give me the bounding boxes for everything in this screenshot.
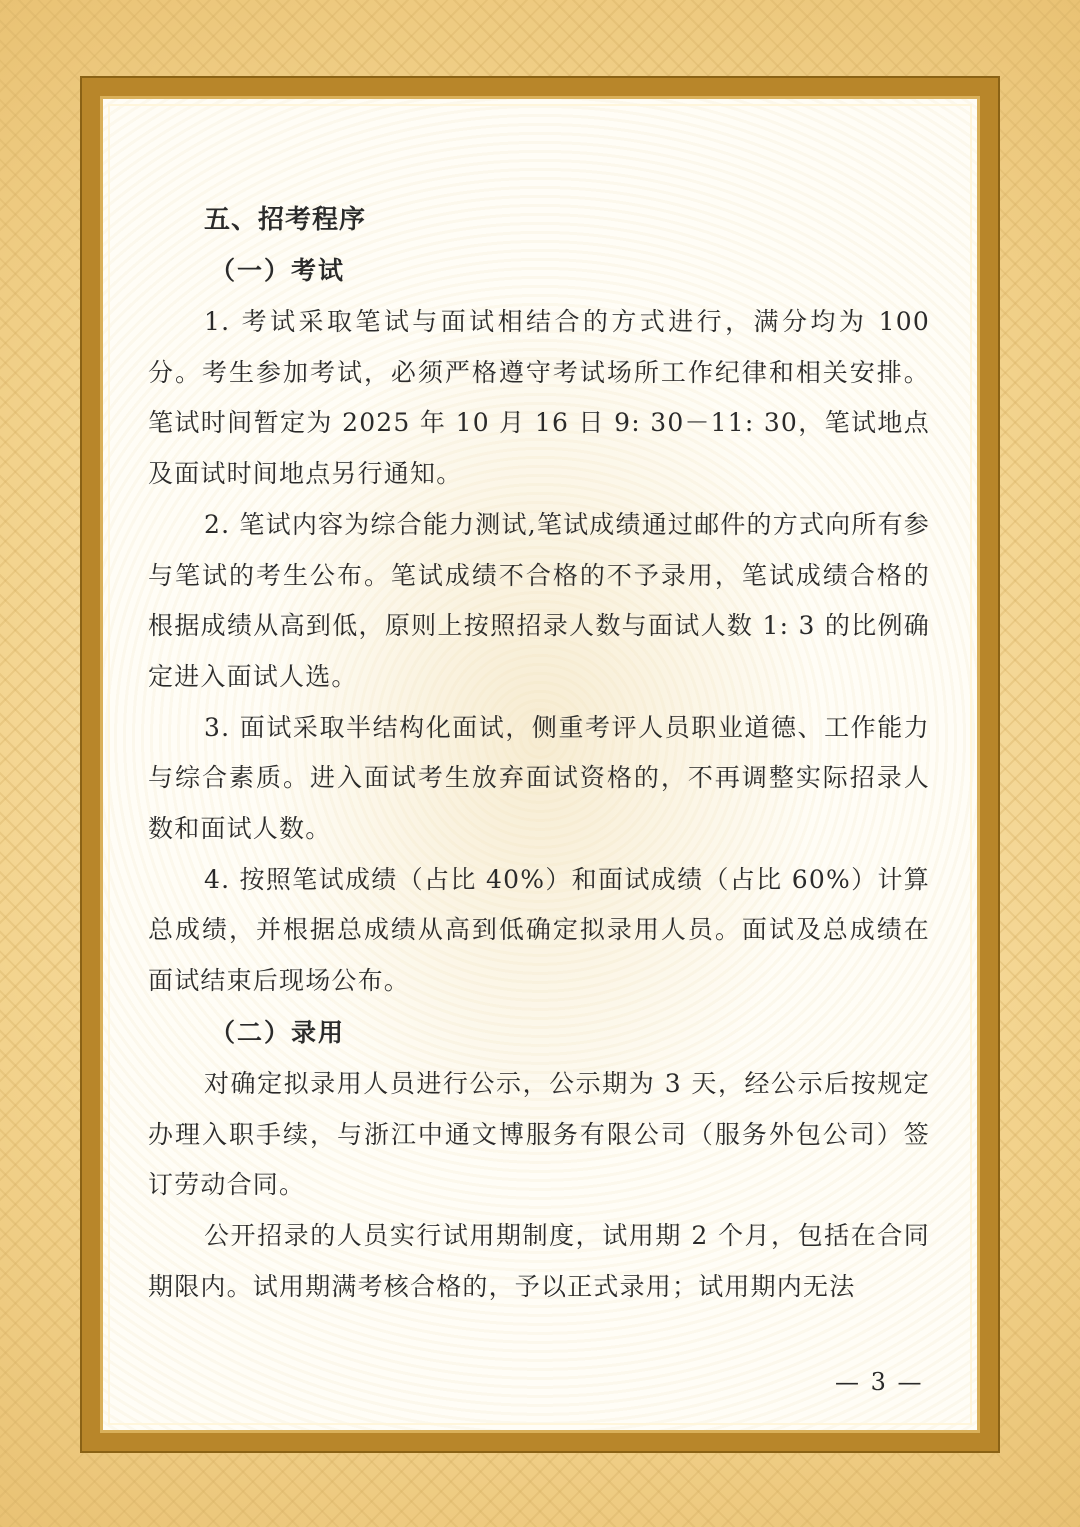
hire-paragraph-1: 对确定拟录用人员进行公示，公示期为 3 天，经公示后按规定办理入职手续，与浙江中通文博服务有限公司（服务外包公司）签订劳动合同。 <box>148 1068 930 1200</box>
exam-paragraph-3: 3. 面试采取半结构化面试，侧重考评人员职业道德、工作能力与综合素质。进入面试考生放弃面试资格的，不再调整实际招录人数和面试人数。 <box>148 712 930 844</box>
exam-paragraph-2: 2. 笔试内容为综合能力测试,笔试成绩通过邮件的方式向所有参与笔试的考生公布。笔试成绩不合格的不予录用，笔试成绩合格的根据成绩从高到低，原则上按照招录人数与面试人数 1: 3 的比例确定进入面试人选。 <box>148 509 930 691</box>
section-heading: 五、招考程序 <box>204 205 367 235</box>
page-number: — 3 — <box>835 1368 924 1396</box>
exam-subheading: （一）考试 <box>210 256 346 285</box>
exam-paragraph-1: 1. 考试采取笔试与面试相结合的方式进行，满分均为 100 分。考生参加考试，必须严格遵守考试场所工作纪律和相关安排。笔试时间暂定为 2025 年 10 月 16 日 9: 30－11: 30，笔试地点及面试时间地点另行通知。 <box>148 307 930 489</box>
document-body <box>148 195 930 1312</box>
exam-paragraph-4: 4. 按照笔试成绩（占比 40%）和面试成绩（占比 60%）计算总成绩，并根据总成绩从高到低确定拟录用人员。面试及总成绩在面试结束后现场公布。 <box>148 864 930 996</box>
hire-paragraph-2: 公开招录的人员实行试用期制度，试用期 2 个月，包括在合同期限内。试用期满考核合格的，予以正式录用；试用期内无法 <box>148 1220 930 1301</box>
hire-subheading: （二）录用 <box>210 1017 346 1047</box>
